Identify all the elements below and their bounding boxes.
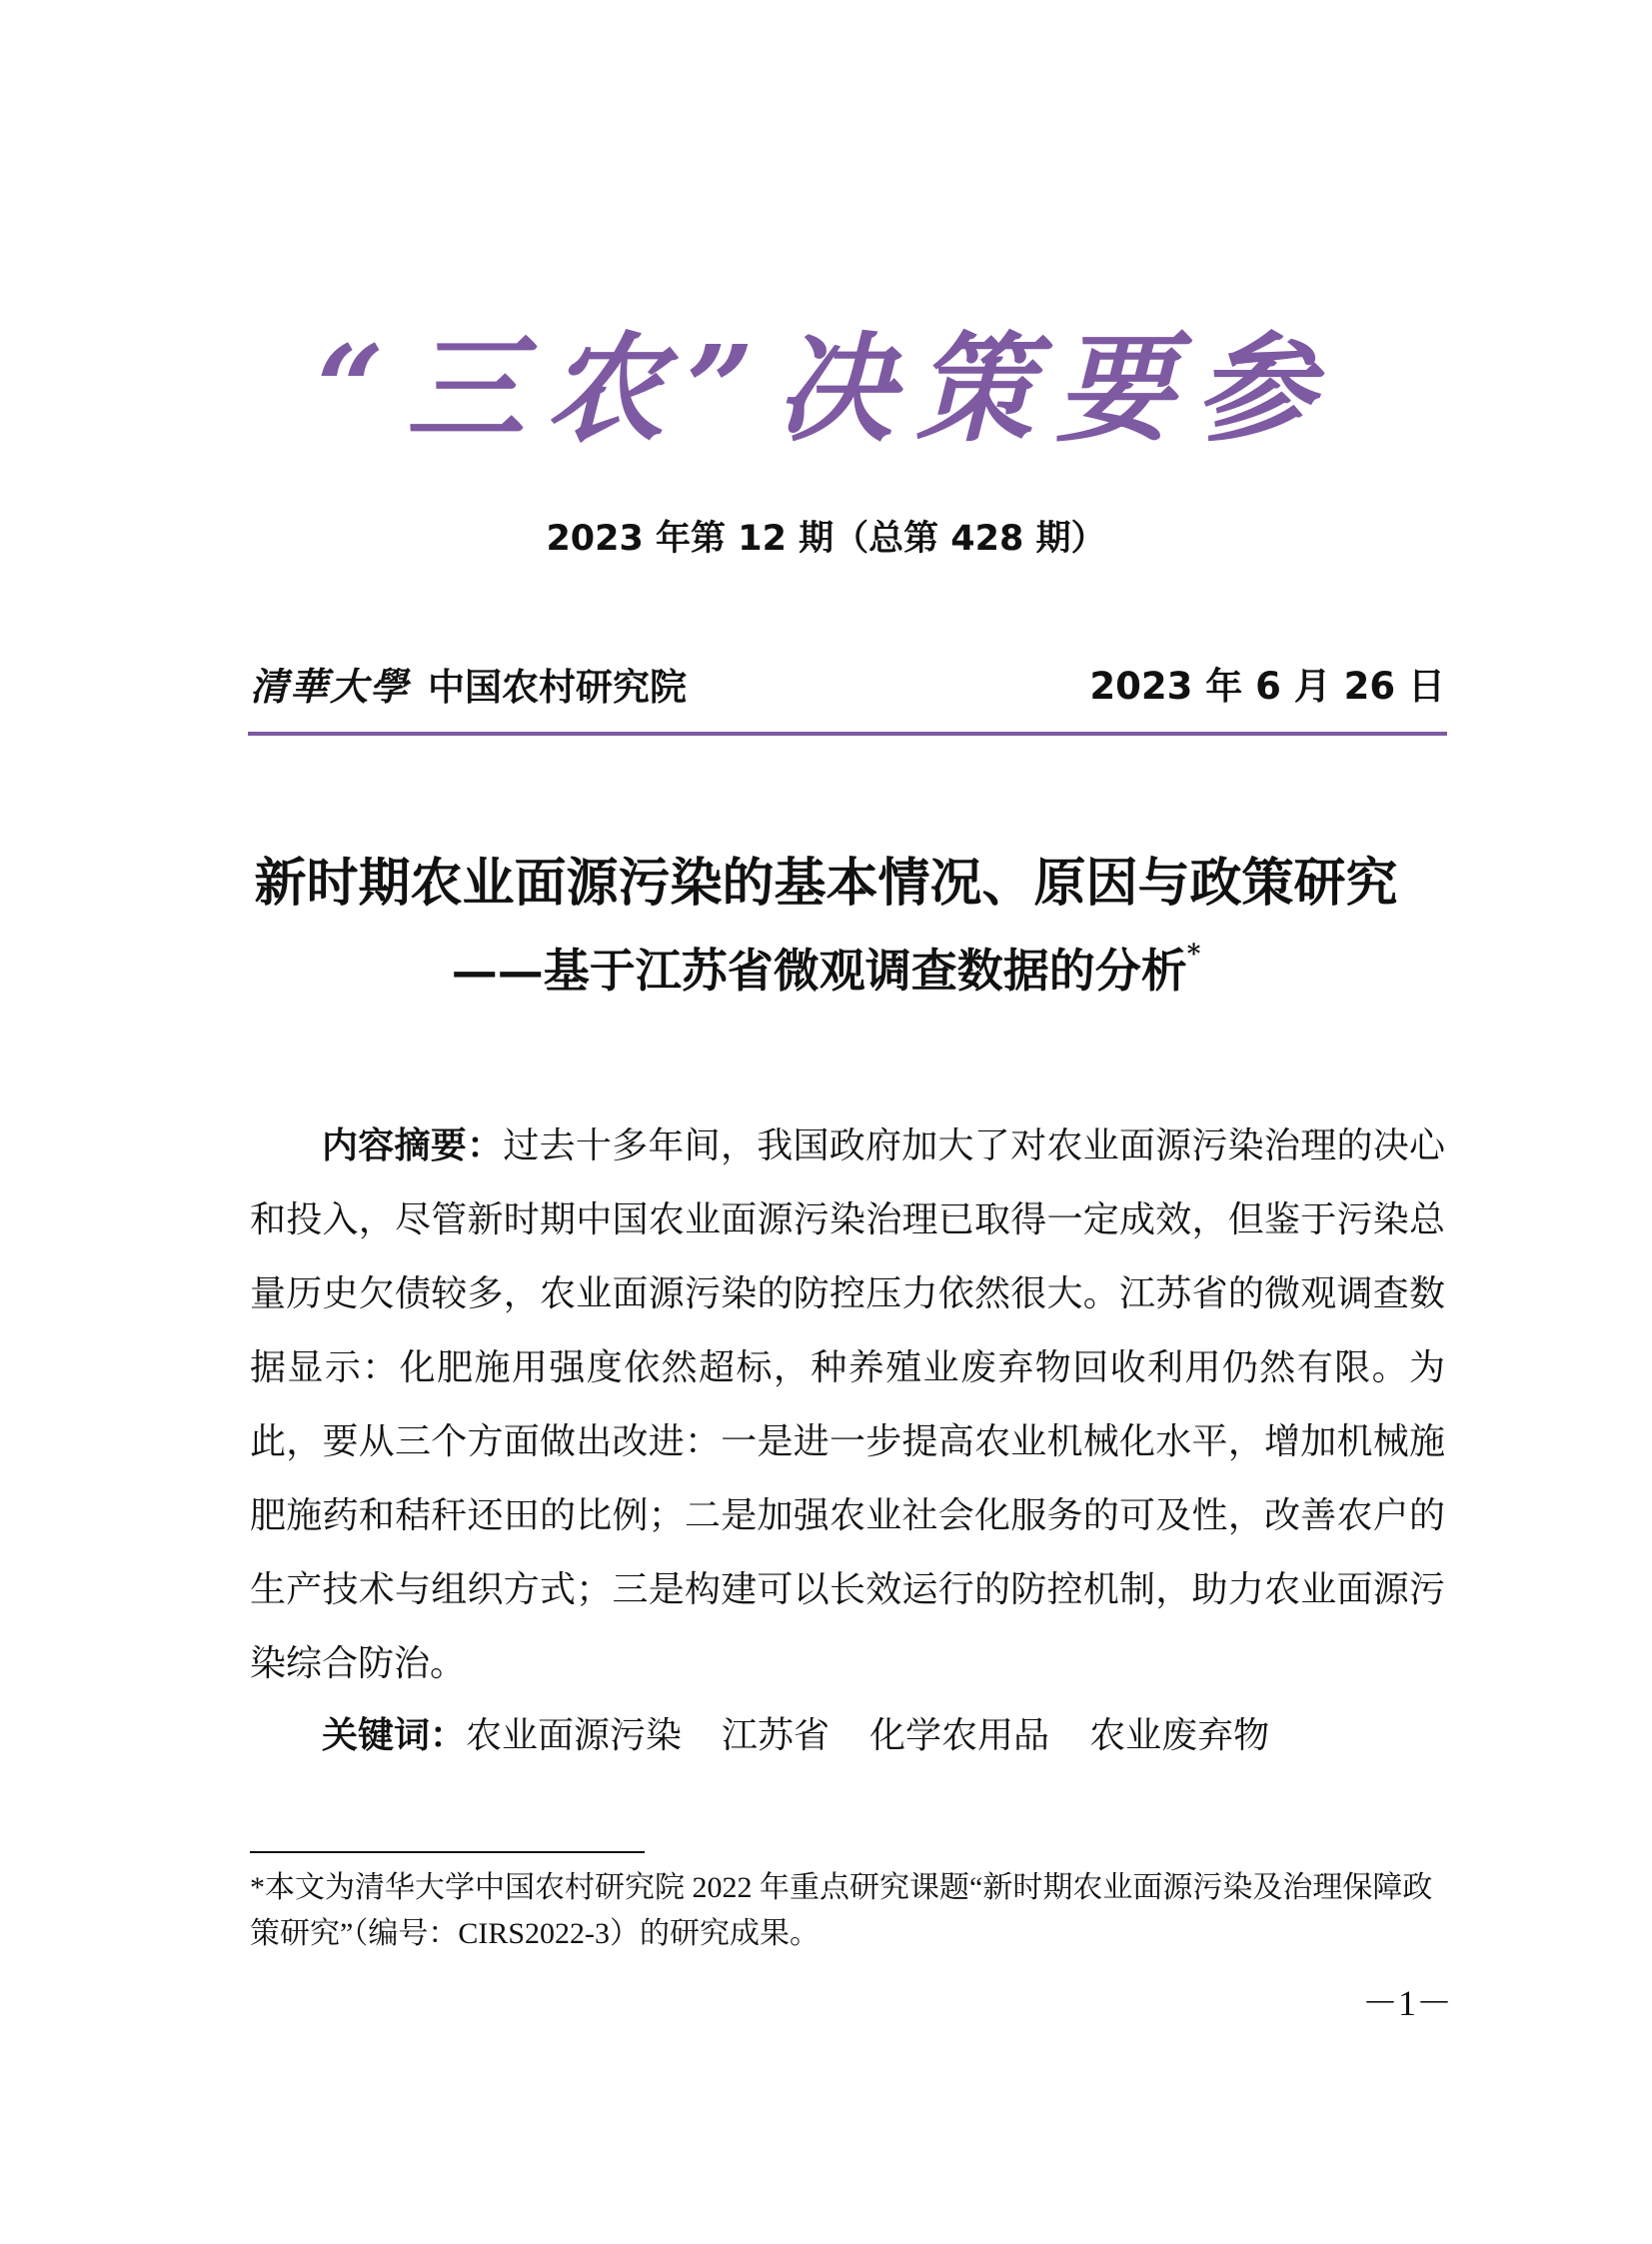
publish-date: 2023 年 6 月 26 日	[1089, 665, 1445, 708]
keywords-line	[250, 1699, 1445, 1773]
keyword-item: 农业面源污染	[466, 1715, 683, 1756]
footnote-divider	[250, 1851, 645, 1853]
tsinghua-logo: 清華大學	[250, 664, 411, 709]
publisher-header	[250, 656, 1445, 712]
abstract-label: 内容摘要：	[322, 1125, 504, 1166]
keyword-item: 江苏省	[722, 1715, 830, 1756]
footnote-marker: *	[1186, 940, 1201, 970]
keywords-label: 关键词：	[322, 1715, 467, 1756]
header-divider	[248, 732, 1447, 736]
footnote-text: *本文为清华大学中国农村研究院 2022 年重点研究课题“新时期农业面源污染及治理保障政策研究”（编号：CIRS2022-3）的研究成果。	[250, 1871, 1433, 1950]
article-subtitle-text: ——基于江苏省微观调查数据的分析	[451, 944, 1187, 998]
institute-name: 中国农村研究院	[428, 666, 688, 709]
abstract-text: 过去十多年间，我国政府加大了对农业面源污染治理的决心和投入，尽管新时期中国农业面源污染治理已取得一定成效，但鉴于污染总量历史欠债较多，农业面源污染的防控压力依然很大。江苏省的微观调查数据显示：化肥施用强度依然超标，种养殖业废弃物回收利用仍然有限。为此，要从三个方面做出改进：一是进一步提高农业机械化水平，增加机械施肥施药和秸秆还田的比例；二是加强农业社会化服务的可及性，改善农户的生产技术与组织方式；三是构建可以长效运行的防控机制，助力农业面源污染综合防治。	[250, 1125, 1445, 1684]
article-subtitle	[0, 940, 1652, 998]
abstract-paragraph	[250, 1110, 1445, 1701]
masthead-title: “三农”决策要参	[316, 319, 1336, 458]
keyword-item: 农业废弃物	[1089, 1715, 1270, 1756]
publisher-org	[250, 656, 687, 711]
issue-number: 2023 年第 12 期（总第 428 期）	[546, 519, 1106, 559]
page-number: －1－	[1361, 1983, 1452, 2023]
article-title: 新时期农业面源污染的基本情况、原因与政策研究	[254, 853, 1398, 914]
keyword-item: 化学农用品	[869, 1715, 1050, 1756]
